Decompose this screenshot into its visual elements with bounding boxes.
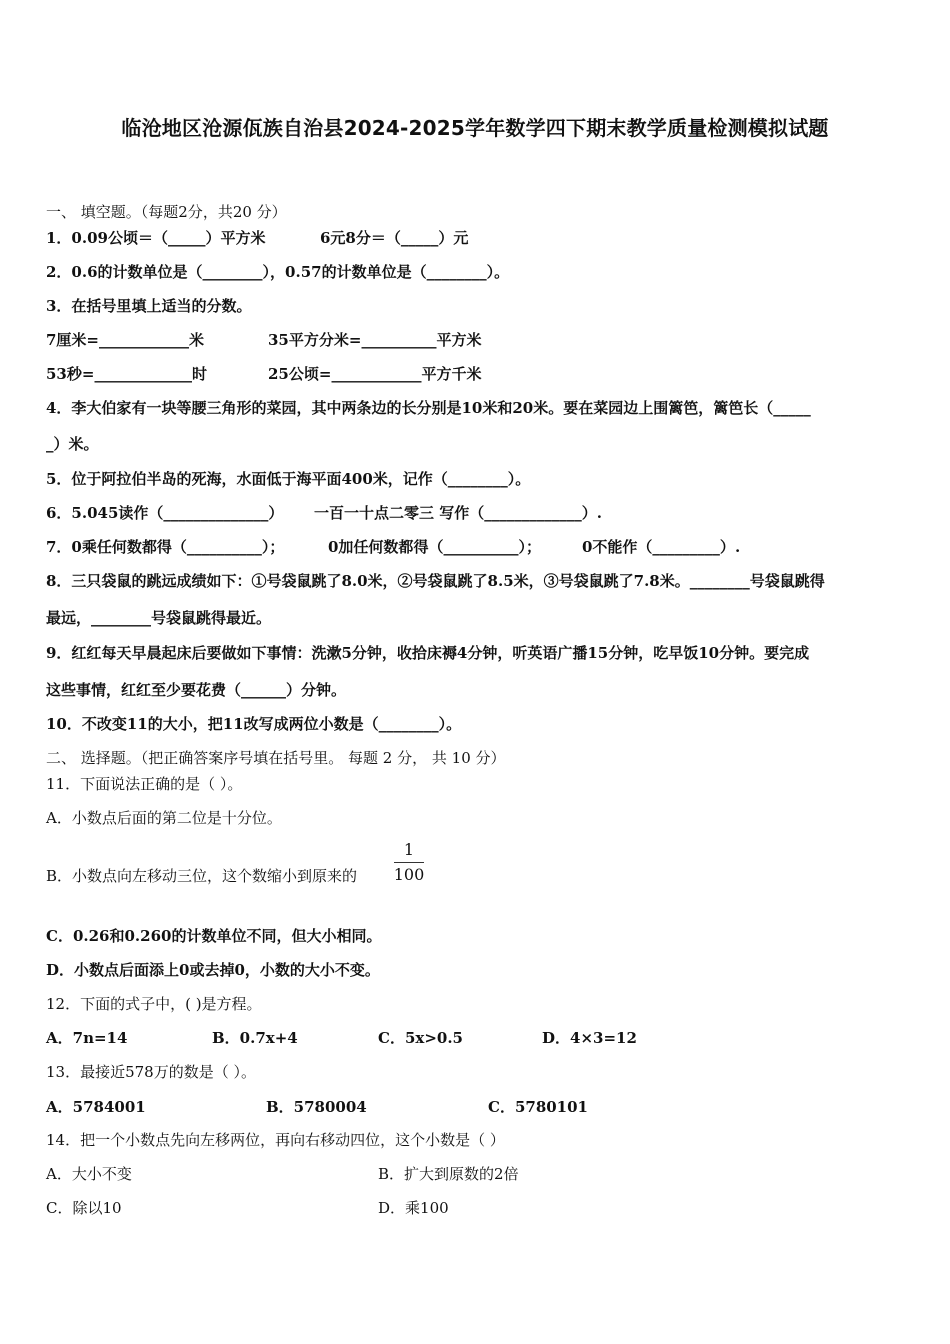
q11-stem: 11．下面说法正确的是（ ）。 <box>46 775 243 793</box>
q1-part-b: 6元8分＝（_____）元 <box>320 229 469 247</box>
q12-option-b: B．0.7x+4 <box>212 1029 298 1047</box>
q12-option-a: A．7n=14 <box>46 1029 128 1047</box>
q3-part-d: 25公顷=____________平方千米 <box>268 365 482 383</box>
section-1-header: 一、 填空题。（每题2分，共20 分） <box>46 203 287 221</box>
q11-option-b: B．小数点向左移动三位，这个数缩小到原来的 <box>46 867 358 885</box>
fraction-bar <box>394 862 424 863</box>
q3-stem: 3．在括号里填上适当的分数。 <box>46 297 252 315</box>
q13-option-c: C．5780101 <box>488 1098 588 1116</box>
q14-stem: 14．把一个小数点先向左移两位，再向右移动四位，这个小数是（ ） <box>46 1131 505 1149</box>
q6-part-b: 一百一十点二零三 写作（_____________）. <box>314 504 602 522</box>
q8-line-2: 最远，________号袋鼠跳得最近。 <box>46 609 272 627</box>
q4-line-2: _）米。 <box>46 435 99 453</box>
q12-stem: 12．下面的式子中，( )是方程。 <box>46 995 262 1013</box>
q5: 5．位于阿拉伯半岛的死海，水面低于海平面400米，记作（________）。 <box>46 470 531 488</box>
section-2-header: 二、 选择题。（把正确答案序号填在括号里。 每题 2 分， 共 10 分） <box>46 749 506 767</box>
q8-line-1: 8．三只袋鼠的跳远成绩如下：①号袋鼠跳了8.0米，②号袋鼠跳了8.5米，③号袋鼠跳了7.8米。________号袋鼠跳得 <box>46 572 825 590</box>
q14-option-b: B．扩大到原数的2倍 <box>378 1165 519 1183</box>
page-title: 临沧地区沧源佤族自治县2024-2025学年数学四下期末教学质量检测模拟试题 <box>121 116 829 140</box>
q3-part-c: 53秒=_____________时 <box>46 365 207 383</box>
fraction-one-hundredth <box>392 839 426 886</box>
q9-line-2: 这些事情，红红至少要花费（______）分钟。 <box>46 681 347 699</box>
q3-part-b: 35平方分米=__________平方米 <box>268 331 482 349</box>
fraction-numerator: 1 <box>403 840 415 859</box>
q11-option-c: C．0.26和0.260的计数单位不同，但大小相同。 <box>46 927 382 945</box>
q1-part-a: 1．0.09公顷＝（_____）平方米 <box>46 229 266 247</box>
q10: 10．不改变11的大小，把11改写成两位小数是（________）。 <box>46 715 462 733</box>
q14-option-a: A．大小不变 <box>46 1165 132 1183</box>
q14-option-c: C．除以10 <box>46 1199 122 1217</box>
q4-line-1: 4．李大伯家有一块等腰三角形的菜园，其中两条边的长分别是10米和20米。要在菜园边上围篱笆，篱笆长（_____ <box>46 399 811 417</box>
q2: 2．0.6的计数单位是（________），0.57的计数单位是（________）。 <box>46 263 510 281</box>
q14-option-d: D．乘100 <box>378 1199 449 1217</box>
q12-option-c: C．5x>0.5 <box>378 1029 463 1047</box>
q13-option-a: A．5784001 <box>46 1098 146 1116</box>
q13-option-b: B．5780004 <box>266 1098 367 1116</box>
q11-option-d: D．小数点后面添上0或去掉0，小数的大小不变。 <box>46 961 380 979</box>
q7-part-a: 7．0乘任何数都得（__________）； <box>46 538 285 556</box>
fraction-denominator: 100 <box>393 865 425 884</box>
q12-option-d: D．4×3=12 <box>542 1029 637 1047</box>
q11-option-a: A．小数点后面的第二位是十分位。 <box>46 809 282 827</box>
q9-line-1: 9．红红每天早晨起床后要做如下事情：洗漱5分钟，收拾床褥4分钟，听英语广播15分钟，吃早饭10分钟。要完成 <box>46 644 810 662</box>
q3-part-a: 7厘米=____________米 <box>46 331 205 349</box>
q7-part-c: 0不能作（_________）. <box>582 538 741 556</box>
q13-stem: 13．最接近578万的数是（ ）。 <box>46 1063 256 1081</box>
q6-part-a: 6．5.045读作（______________） <box>46 504 284 522</box>
q7-part-b: 0加任何数都得（__________）； <box>328 538 541 556</box>
